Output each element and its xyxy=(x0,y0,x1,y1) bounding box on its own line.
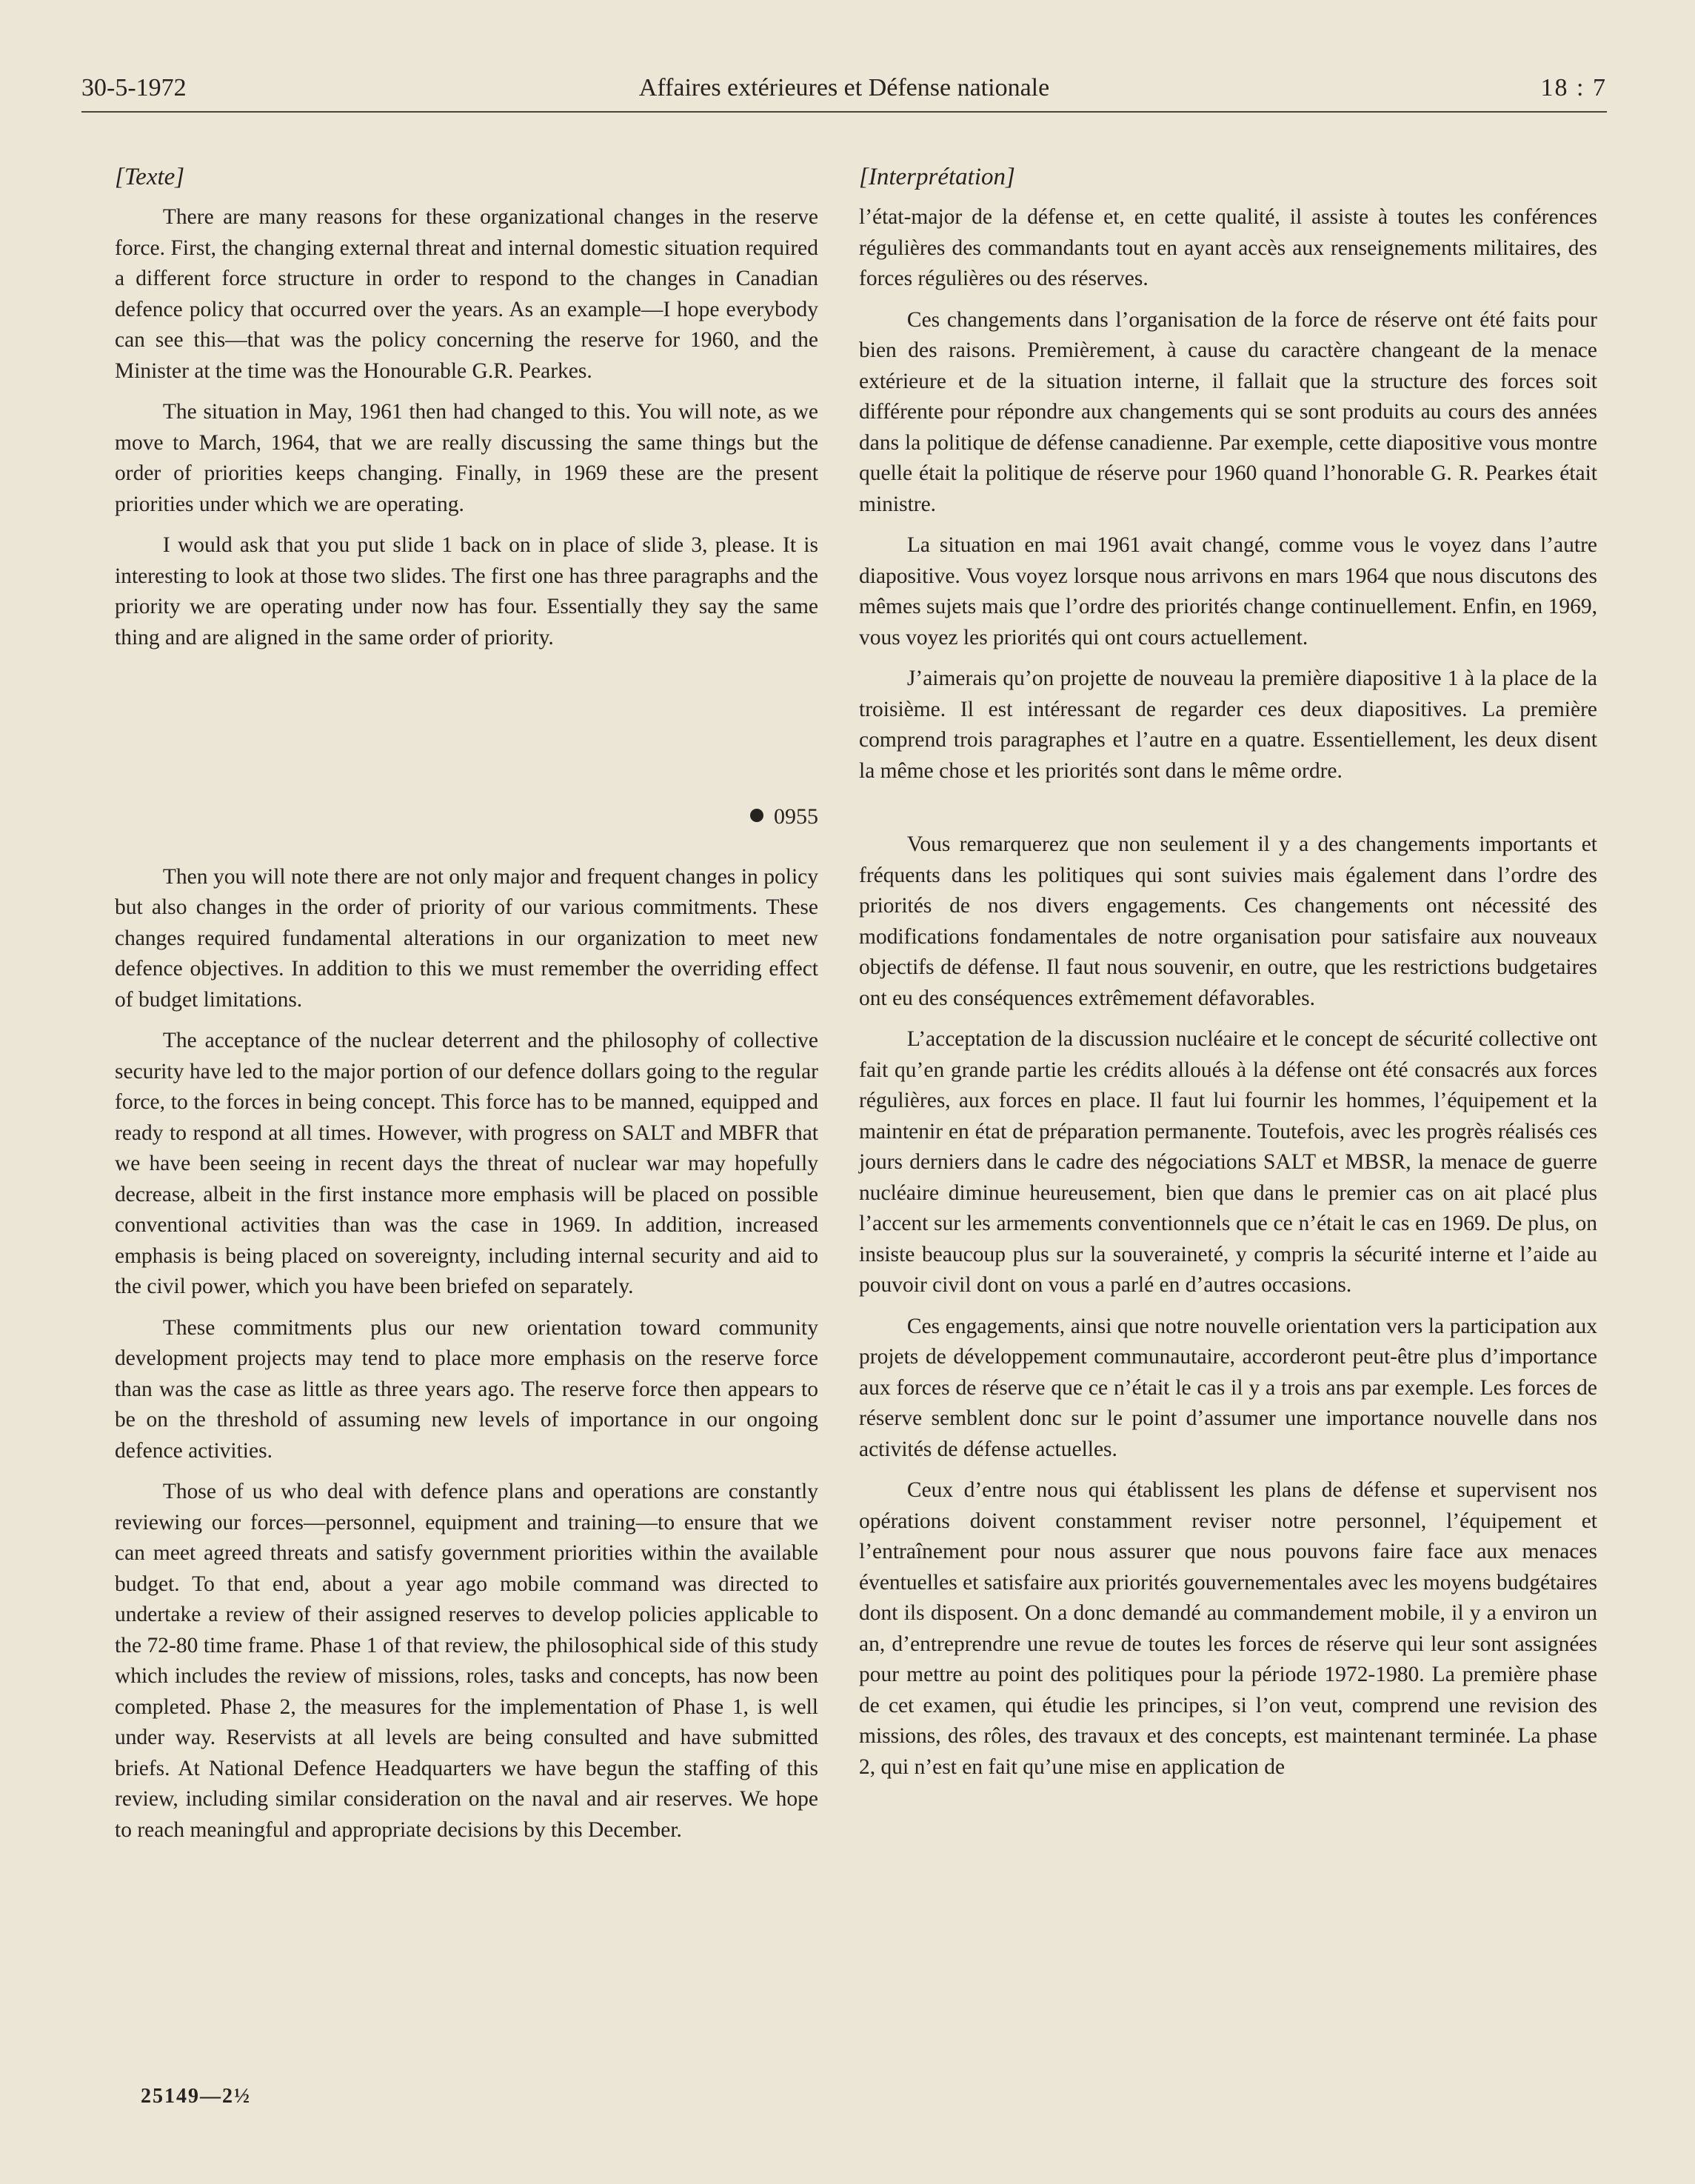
paragraph: Ceux d’entre nous qui établissent les plans de défense et supervisent nos opérations doivent constamment reviser notre personnel, l’équipement et l’entraînement pour nous assurer que nous pouvons faire face aux menaces éventuelles et satisfaire aux priorités gouvernementales avec les moyens budgétaires dont ils disposent. On a donc demandé au commandement mobile, il y a environ un an, d’entreprendre une revue de toutes les forces de réserve qui leur sont assignées pour mettre au point des politiques pour la période 1972-1980. La première phase de cet examen, qui étudie les principes, si l’on veut, comprend une revision des missions, des rôles, des travaux et des concepts, est maintenant terminée. La phase 2, qui n’est en fait qu’une mise en application de xyxy=(859,1478,1597,1779)
header-rule xyxy=(81,111,1607,113)
paragraph: Then you will note there are not only major and frequent changes in policy but also changes in the order of priority of our various commitments. These changes required fundamental alterations in our organization to meet new defence objectives. In addition to this we must remember the overriding effect of budget limitations. xyxy=(115,864,818,1012)
column-gap xyxy=(859,797,1597,829)
paragraph: Ces engagements, ainsi que notre nouvelle orientation vers la participation aux projets de développement communautaire, accorderont peut-être plus d’importance aux forces de réserve que ce n’était le cas il y a trois ans par exemple. Les forces de réserve semblent donc sur le point d’assumer une importance nouvelle dans nos activités de défense actuelles. xyxy=(859,1314,1597,1461)
paragraph: L’acceptation de la discussion nucléaire et le concept de sécurité collective ont fait qu’en grande partie les crédits alloués à la défense ont été consacrés aux forces régulières, aux forces en place. Il faut lui fournir les hommes, l’équipement et la maintenir en état de préparation permanente. Toutefois, avec les progrès réalisés ces jours derniers dans le cadre des négociations SALT et MBSR, la menace de guerre nucléaire diminue heureusement, bien que dans le premier cas on ait placé plus l’accent sur les armements conventionnels que ce n’était le cas en 1969. De plus, on insiste beaucoup plus sur la souveraineté, y compris la sécurité interne et l’aide au pouvoir civil dont on vous a parlé en d’autres occasions. xyxy=(859,1027,1597,1297)
paragraph: I would ask that you put slide 1 back on in place of slide 3, please. It is interesting to look at those two slides. The first one has three paragraphs and the priority we are operating under now has four. Essentially they say the same thing and are aligned in the same order of priority. xyxy=(115,533,818,649)
header-date: 30-5-1972 xyxy=(81,74,187,101)
header-title: Affaires extérieures et Défense nationale xyxy=(638,74,1050,101)
paragraph: These commitments plus our new orientation toward community development projects may tend to place more emphasis on the reserve force than was the case as little as three years ago. The reserve force then appears to be on the threshold of assuming new levels of importance in our ongoing defence activities. xyxy=(115,1315,818,1463)
interpretation-label: [Interprétation] xyxy=(859,164,1015,190)
paragraph: The situation in May, 1961 then had changed to this. You will note, as we move to March, 1964, that we are really discussing the same things but the order of priorities keeps changing. Finally, in 1969 these are the present priorities under which we are operating. xyxy=(115,400,818,516)
paragraph: The acceptance of the nuclear deterrent and the philosophy of collective security have led to the major portion of our defence dollars going to the regular force, to the forces in being concept. This force has to be manned, equipped and ready to respond at all times. However, with progress on SALT and MBFR that we have been seeing in recent days the threat of nuclear war may hopefully decrease, albeit in the first instance more emphasis will be placed on possible conventional activities than was the case in 1969. In addition, increased emphasis is being placed on sovereignty, including internal security and aid to the civil power, which you have been briefed on separately. xyxy=(115,1029,818,1298)
bullet-icon xyxy=(750,809,763,822)
paragraph: La situation en mai 1961 avait changé, comme vous le voyez dans l’autre diapositive. Vous voyez lorsque nous arrivons en mars 1964 que nous discutons des mêmes sujets mais que l’ordre des priorités change continuellement. Enfin, en 1969, vous voyez les priorités qui ont cours actuellement. xyxy=(859,533,1597,649)
header-page-number: 18 : 7 xyxy=(1540,74,1607,101)
paragraph: Ces changements dans l’organisation de la force de réserve ont été faits pour bien des raisons. Premièrement, à cause du caractère changeant de la menace extérieure et de la situation interne, il fallait que la structure des forces soit différente pour répondre aux changements qui se sont produits au cours des années dans la politique de défense canadienne. Par exemple, cette diapositive vous montre quelle était la politique de réserve pour 1960 quand l’honorable G. R. Pearkes était ministre. xyxy=(859,307,1597,516)
paragraph: l’état-major de la défense et, en cette qualité, il assiste à toutes les conférences régulières des commandants tout en ayant accès aux renseignements militaires, des forces régulières ou des réserves. xyxy=(859,205,1597,290)
text-label: [Texte] xyxy=(115,164,185,190)
print-code: 25149—2½ xyxy=(141,2085,251,2108)
english-column xyxy=(115,159,818,1856)
time-marker-text: 0955 xyxy=(774,804,818,829)
paragraph: Vous remarquerez que non seulement il y a des changements importants et fréquents dans les politiques qui sont suivies mais également dans l’ordre des priorités de nos divers engagements. Ces changements ont nécessité des modifications fondamentales de notre organisation pour satisfaire aux nouveaux objectifs de défense. Il faut nous souvenir, en outre, que les restrictions budgetaires ont eu des conséquences extrêmement défavorables. xyxy=(859,832,1597,1010)
paragraph: Those of us who deal with defence plans and operations are constantly reviewing our forces—personnel, equipment and training—to ensure that we can meet agreed threats and satisfy government priorities within the available budget. To that end, about a year ago mobile command was directed to undertake a review of their assigned reserves to develop policies applicable to the 72-80 time frame. Phase 1 of that review, the philosophical side of this study which includes the review of missions, roles, tasks and concepts, has now been completed. Phase 2, the measures for the implementation of Phase 1, is well under way. Reservists at all levels are being consulted and have submitted briefs. At National Defence Headquarters we have begun the staffing of this review, including similar consideration on the naval and air reserves. We hope to reach meaningful and appropriate decisions by this December. xyxy=(115,1480,818,1842)
time-marker xyxy=(115,801,818,832)
french-column xyxy=(859,159,1597,1793)
paragraph: There are many reasons for these organizational changes in the reserve force. First, the changing external threat and internal domestic situation required a different force structure in order to respond to the changes in Canadian defence policy that occurred over the years. As an example—I hope everybody can see this—that was the policy concerning the reserve for 1960, and the Minister at the time was the Honourable G.R. Pearkes. xyxy=(115,205,818,383)
paragraph: J’aimerais qu’on projette de nouveau la première diapositive 1 à la place de la troisième. Il est intéressant de regarder ces deux diapositives. La première comprend trois paragraphes et l’autre en a quatre. Essentiellement, les deux disent la même chose et les priorités sont dans le même ordre. xyxy=(859,667,1597,783)
